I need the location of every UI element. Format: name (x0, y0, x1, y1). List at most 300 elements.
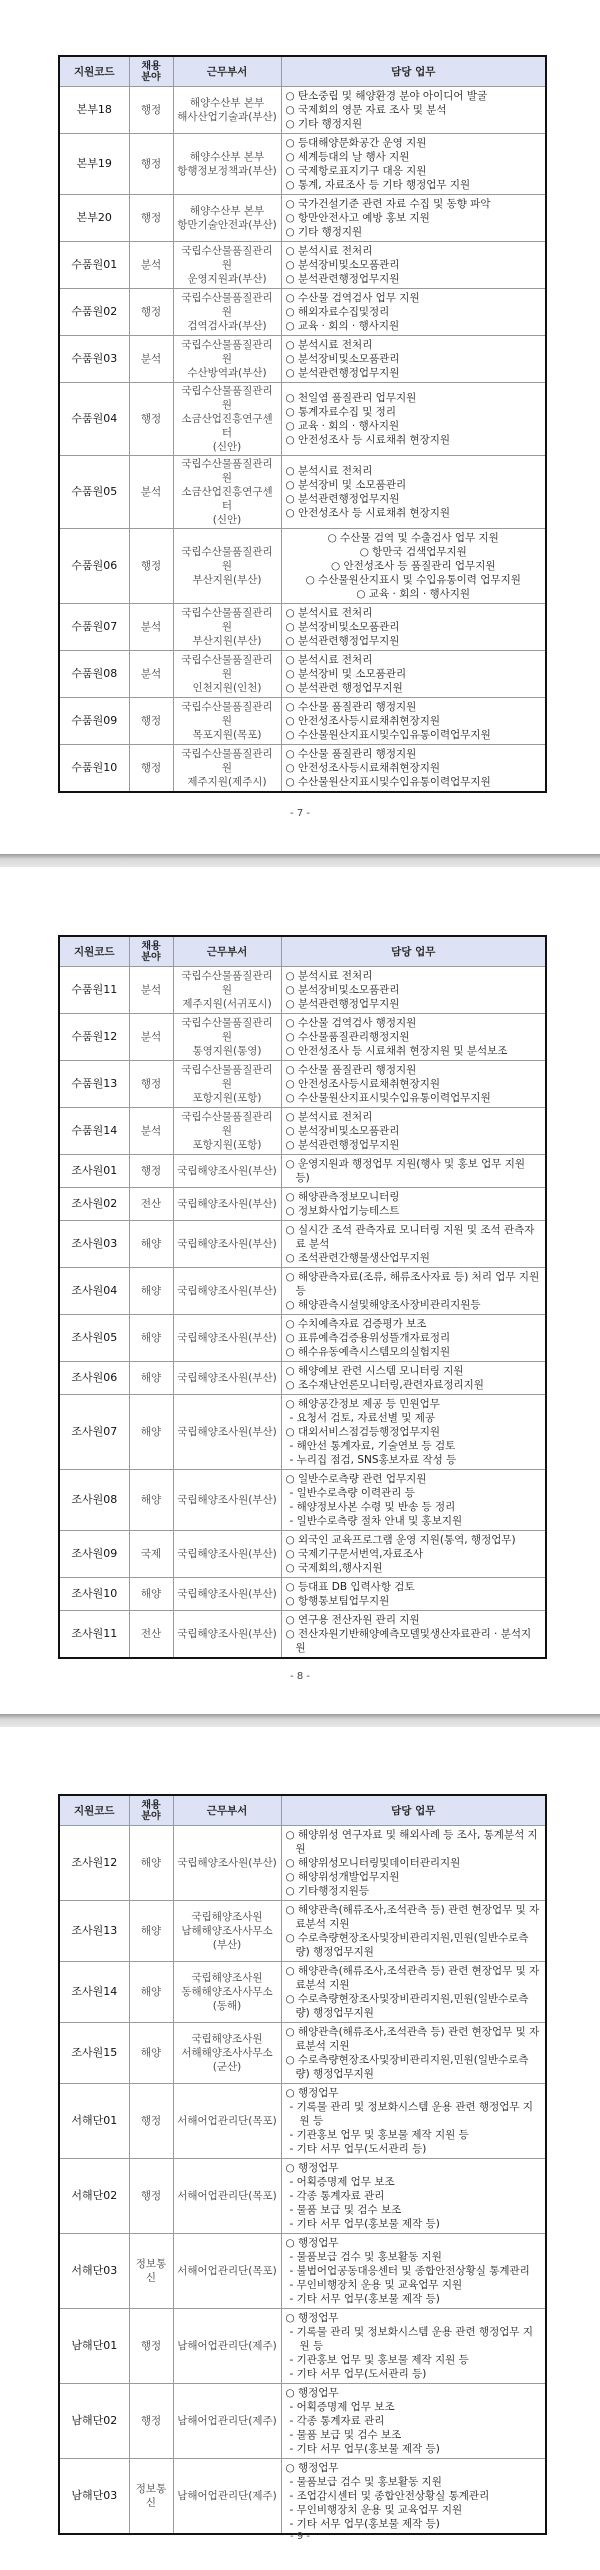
table-row (59, 2309, 546, 2384)
duties (281, 383, 546, 456)
department-line: 국립해양조사원(부산) (177, 1628, 277, 1640)
header-row (59, 936, 546, 967)
job-field: 행정 (129, 2084, 173, 2159)
job-field: 해양 (129, 1395, 173, 1470)
department-line: 국립해양조사원(부산) (177, 1238, 277, 1250)
department-line: 해사산업기술과(부산) (177, 111, 277, 123)
duty-item: ○ 항만국 검색업무지원 (359, 546, 467, 558)
duties (281, 1395, 546, 1470)
duty-item: ○ 해외자료수집및정리 (285, 306, 390, 318)
department-line: 동해해양조사사무소 (181, 1986, 273, 1998)
applicant-code: 남해단01 (59, 2309, 129, 2384)
table-row (59, 87, 546, 134)
duty-item: - 기타 서무 업무(도서관리 등) (289, 2143, 427, 2155)
table-row (59, 336, 546, 383)
duty-item: ○ 안전성조사등시료채취현장지원 (285, 715, 441, 727)
applicant-code: 서해단01 (59, 2084, 129, 2159)
duty-item: ○ 조석관련간행물생산업무지원 (285, 1252, 430, 1264)
duty-item: - 물품보급 검수 및 홍보활동 지원 (289, 2251, 442, 2263)
duty-item: ○ 수산물 품질관리 행정지원 (285, 701, 417, 713)
duty-item: ○ 해양관측시설및해양조사장비관리지원등 (285, 1299, 481, 1311)
job-field: 행정 (129, 383, 173, 456)
work-department (173, 1901, 281, 1962)
job-field: 행정 (129, 289, 173, 336)
table-row (59, 1061, 546, 1108)
applicant-code: 조사원11 (59, 1611, 129, 1659)
duty-item: ○ 기타 행정지원 (285, 226, 363, 238)
header-duty: 담당 업무 (281, 936, 546, 967)
work-department (173, 134, 281, 195)
applicant-code: 수품원13 (59, 1061, 129, 1108)
department-line: 국립해양조사원(부산) (177, 1285, 277, 1297)
job-field: 정보통신 (129, 2459, 173, 2535)
header-code: 지원코드 (59, 56, 129, 87)
duty-item: ○ 등대표 DB 입력사항 검토 (285, 1581, 415, 1593)
applicant-code: 조사원09 (59, 1531, 129, 1578)
duties (281, 1061, 546, 1108)
duty-item: - 어획증명제 업무 보조 (289, 2401, 395, 2413)
applicant-code: 수품원08 (59, 651, 129, 698)
department-line: 해양수산부 본부 (189, 151, 265, 163)
department-line: 항만기술안전과(부산) (177, 219, 277, 231)
duty-item: ○ 분석시료 전처리 (285, 465, 373, 477)
duty-item: - 무인비행장치 운용 및 교육업무 지원 (289, 2279, 463, 2291)
page-separator (0, 1714, 600, 1727)
duty-item: ○ 기타행정지원등 (285, 1885, 370, 1897)
duty-item: ○ 해양위성모니터링및데이터관리지원 (285, 1857, 461, 1869)
duty-item: ○ 천일염 품질관리 업무지원 (285, 392, 417, 404)
applicant-code: 수품원14 (59, 1108, 129, 1155)
duty-item: - 무인비행장치 운용 및 교육업무 지원 (289, 2504, 463, 2516)
table-row (59, 1826, 546, 1901)
duty-item: ○ 수산물 검역검사 업무 지원 (285, 292, 420, 304)
job-field: 행정 (129, 745, 173, 793)
work-department (173, 1395, 281, 1470)
duties (281, 2459, 546, 2535)
work-department (173, 604, 281, 651)
duty-item: ○ 국제항로표지기구 대응 지원 (285, 165, 427, 177)
duty-item: - 해양정보사본 수령 및 반송 등 정리 (289, 1501, 456, 1513)
duty-item: - 불법어업공동대응센터 및 종합안전상황실 통계관리 (289, 2265, 530, 2277)
table-row (59, 2159, 546, 2234)
department-line: 서해해양조사사무소 (181, 2047, 273, 2059)
duties (281, 1188, 546, 1221)
department-line: 서해어업관리단(목포) (177, 2115, 277, 2127)
duty-item: ○ 수산물원산지표시및수입유통이력업무지원 (285, 1092, 491, 1104)
work-department (173, 87, 281, 134)
department-line: 국립수산물품질관리원 (181, 546, 273, 572)
department-line: 국립해양조사원(부산) (177, 1165, 277, 1177)
duty-item: ○ 안전성조사 등 시료채취 현장지원 및 분석보조 (285, 1045, 508, 1057)
job-field: 분석 (129, 456, 173, 529)
table-row (59, 456, 546, 529)
duty-item: ○ 분석장비및소모품관리 (285, 1125, 400, 1137)
duty-item: ○ 분석장비및소모품관리 (285, 259, 400, 271)
duties (281, 1155, 546, 1188)
department-line: 제주지원(제주시) (187, 776, 267, 788)
duties (281, 1901, 546, 1962)
work-department (173, 2084, 281, 2159)
duty-item: - 기록물 관리 및 정보화시스템 운용 관련 행정업무 지원 등 (289, 2326, 533, 2352)
applicant-code: 조사원06 (59, 1362, 129, 1395)
duty-item: ○ 국제기구문서번역,자료조사 (285, 1548, 424, 1560)
duties (281, 1826, 546, 1901)
duties (281, 1315, 546, 1362)
duty-item: ○ 수로측량현장조사및장비관리지원,민원(일반수로측량) 행정업무지원 (285, 2054, 529, 2080)
job-field: 행정 (129, 529, 173, 604)
applicant-code: 수품원09 (59, 698, 129, 745)
work-department (173, 242, 281, 289)
department-line: 국립해양조사원 (191, 2033, 263, 2045)
applicant-code: 조사원05 (59, 1315, 129, 1362)
duty-item: ○ 수산물 품질관리 행정지원 (285, 1064, 417, 1076)
department-line: 국립수산물품질관리원 (181, 1111, 273, 1137)
job-field: 해양 (129, 1221, 173, 1268)
department-line: (군산) (212, 2061, 242, 2073)
job-table (58, 935, 547, 1659)
department-line: 해양수산부 본부 (189, 97, 265, 109)
duty-item: ○ 조수재난언론모니터링,관련자료정리지원 (285, 1379, 484, 1391)
table-row (59, 1578, 546, 1611)
duty-item: ○ 분석관련행정업무지원 (285, 635, 400, 647)
duty-item: ○ 안전성조사등시료채취현장지원 (285, 762, 441, 774)
applicant-code: 서해단03 (59, 2234, 129, 2309)
table-row (59, 1901, 546, 1962)
job-field: 분석 (129, 1014, 173, 1061)
duties (281, 87, 546, 134)
duties (281, 289, 546, 336)
duty-item: - 물품 보급 및 검수 보조 (289, 2204, 402, 2216)
duty-item: ○ 탄소중립 및 해양환경 분야 아이디어 발굴 (285, 90, 488, 102)
header-field-line: 분야 (141, 951, 161, 963)
job-field: 행정 (129, 2384, 173, 2459)
header-field-line: 분야 (141, 71, 161, 83)
department-line: 국립수산물품질관리원 (181, 245, 273, 271)
department-line: 남해해양조사사무소 (181, 1925, 273, 1937)
duty-item: - 기타 서무 업무(홍보물 제작 등) (289, 2443, 440, 2455)
work-department (173, 529, 281, 604)
duty-item: ○ 수산물원산지표시및수입유통이력업무지원 (285, 729, 491, 741)
duty-item: ○ 대외서비스점검등행정업무지원 (285, 1426, 441, 1438)
duties (281, 2159, 546, 2234)
applicant-code: 수품원01 (59, 242, 129, 289)
duty-item: ○ 행정업무 (285, 2387, 339, 2399)
table-row (59, 1362, 546, 1395)
table-row (59, 1221, 546, 1268)
job-field: 정보통신 (129, 2234, 173, 2309)
duty-item: ○ 해양공간정보 제공 등 민원업무 (285, 1398, 440, 1410)
duties (281, 745, 546, 793)
duty-item: ○ 등대해양문화공간 운영 지원 (285, 137, 427, 149)
duty-item: ○ 교육 · 회의 · 행사지원 (285, 320, 400, 332)
job-field: 해양 (129, 1315, 173, 1362)
table-row (59, 1014, 546, 1061)
job-field: 해양 (129, 1268, 173, 1315)
duty-item: ○ 분석시료 전처리 (285, 1111, 373, 1123)
duties (281, 1470, 546, 1531)
duties (281, 456, 546, 529)
work-department (173, 1315, 281, 1362)
job-field: 전산 (129, 1611, 173, 1659)
duty-item: ○ 해수유동예측시스템모의실험지원 (285, 1346, 451, 1358)
job-field: 분석 (129, 336, 173, 383)
duty-item: ○ 분석장비및소모품관리 (285, 984, 400, 996)
table-row (59, 1611, 546, 1659)
table-row (59, 289, 546, 336)
work-department (173, 2159, 281, 2234)
table-row (59, 745, 546, 793)
department-line: 국립해양조사원(부산) (177, 1198, 277, 1210)
department-line: (동해) (212, 2000, 242, 2012)
job-field: 행정 (129, 698, 173, 745)
work-department (173, 456, 281, 529)
table-row (59, 1268, 546, 1315)
duty-item: ○ 분석관련행정업무지원 (285, 367, 400, 379)
duty-item: ○ 행정업무 (285, 2162, 339, 2174)
table-row (59, 242, 546, 289)
department-line: 국립수산물품질관리원 (181, 458, 273, 484)
department-line: 국립해양조사원 (191, 1972, 263, 1984)
applicant-code: 조사원10 (59, 1578, 129, 1611)
duty-item: ○ 항만안전사고 예방 홍보 지원 (285, 212, 430, 224)
work-department (173, 698, 281, 745)
applicant-code: 조사원01 (59, 1155, 129, 1188)
table-row (59, 195, 546, 242)
duty-item: - 해안선 통계자료, 기술연보 등 검토 (289, 1440, 456, 1452)
duty-item: ○ 해양관측정보모니터링 (285, 1191, 400, 1203)
work-department (173, 195, 281, 242)
duty-item: ○ 안전성조사 등 시료채취 현장지원 (285, 507, 451, 519)
work-department (173, 2459, 281, 2535)
department-line: 국립수산물품질관리원 (181, 748, 273, 774)
applicant-code: 수품원06 (59, 529, 129, 604)
applicant-code: 조사원14 (59, 1962, 129, 2023)
work-department (173, 2384, 281, 2459)
duties (281, 967, 546, 1014)
department-line: 국립수산물품질관리원 (181, 970, 273, 996)
work-department (173, 2023, 281, 2084)
duty-item: ○ 분석시료 전처리 (285, 654, 373, 666)
header-field-line: 채용 (141, 940, 161, 952)
duties (281, 1962, 546, 2023)
table-row (59, 1470, 546, 1531)
duties (281, 336, 546, 383)
header-dept: 근무부서 (173, 1795, 281, 1826)
job-field: 행정 (129, 2309, 173, 2384)
job-field: 전산 (129, 1188, 173, 1221)
duty-item: ○ 통계자료수집 및 정리 (285, 406, 396, 418)
duties (281, 242, 546, 289)
duty-item: ○ 실시간 조석 관측자료 모니터링 지원 및 조석 관측자료 분석 (285, 1224, 535, 1250)
work-department (173, 2234, 281, 2309)
duty-item: - 일반수로측량 절차 안내 및 홍보지원 (289, 1515, 463, 1527)
department-line: 부산지원(부산) (192, 574, 262, 586)
work-department (173, 1268, 281, 1315)
duties (281, 529, 546, 604)
applicant-code: 조사원02 (59, 1188, 129, 1221)
job-field: 분석 (129, 651, 173, 698)
work-department (173, 1578, 281, 1611)
department-line: 항행정보정책과(부산) (177, 165, 277, 177)
job-field: 행정 (129, 1061, 173, 1108)
department-line: 제주지원(서귀포시) (182, 998, 272, 1010)
duty-item: ○ 기타 행정지원 (285, 118, 363, 130)
work-department (173, 1061, 281, 1108)
page-number: - 7 - (290, 808, 310, 819)
duty-item: ○ 분석시료 전처리 (285, 245, 373, 257)
table-row (59, 2459, 546, 2535)
table-row (59, 1108, 546, 1155)
department-line: 부산지원(부산) (192, 635, 262, 647)
table-row (59, 1315, 546, 1362)
table-row (59, 1962, 546, 2023)
job-field: 해양 (129, 1901, 173, 1962)
work-department (173, 1014, 281, 1061)
applicant-code: 수품원03 (59, 336, 129, 383)
duties (281, 1362, 546, 1395)
job-field: 해양 (129, 1362, 173, 1395)
department-line: 포항지원(포항) (192, 1092, 262, 1104)
duty-item: - 조업감시센터 및 종합안전상황실 통계관리 (289, 2490, 490, 2502)
department-line: 국립수산물품질관리원 (181, 701, 273, 727)
department-line: 국립수산물품질관리원 (181, 1064, 273, 1090)
job-field: 분석 (129, 604, 173, 651)
duties (281, 604, 546, 651)
header-code: 지원코드 (59, 936, 129, 967)
work-department (173, 289, 281, 336)
duty-item: ○ 분석관련 행정업무지원 (285, 682, 403, 694)
job-field: 분석 (129, 967, 173, 1014)
duty-item: ○ 분석관련행정업무지원 (285, 1139, 400, 1151)
work-department (173, 1155, 281, 1188)
table-row (59, 2023, 546, 2084)
department-line: 국립수산물품질관리원 (181, 654, 273, 680)
duty-item: ○ 수로측량현장조사및장비관리지원,민원(일반수로측량) 행정업무지원 (285, 1932, 529, 1958)
work-department (173, 383, 281, 456)
department-line: 해양수산부 본부 (189, 205, 265, 217)
duty-item: ○ 해양예보 관련 시스템 모니터링 지원 (285, 1365, 464, 1377)
table-row (59, 2384, 546, 2459)
applicant-code: 본부20 (59, 195, 129, 242)
duties (281, 1268, 546, 1315)
page-8 (0, 867, 600, 1714)
applicant-code: 조사원04 (59, 1268, 129, 1315)
applicant-code: 수품원04 (59, 383, 129, 456)
duty-item: ○ 수산물원산지표시및수입유통이력업무지원 (285, 776, 491, 788)
job-table (58, 55, 547, 793)
header-field (129, 1795, 173, 1826)
duty-item: ○ 세계등대의 날 행사 지원 (285, 151, 410, 163)
duty-item: ○ 분석장비및소모품관리 (285, 353, 400, 365)
page-number: - 9 - (290, 2531, 310, 2542)
table-row (59, 134, 546, 195)
duty-item: - 각종 통계자료 관리 (289, 2190, 385, 2202)
job-field: 국제 (129, 1531, 173, 1578)
department-line: 국립해양조사원(부산) (177, 1332, 277, 1344)
duty-item: ○ 해양관측(해류조사,조석관측 등) 관련 현장업무 및 자료분석 지원 (285, 2026, 540, 2052)
department-line: 수산방역과(부산) (187, 367, 267, 379)
duty-item: ○ 수로측량현장조사및장비관리지원,민원(일반수로측량) 행정업무지원 (285, 1993, 529, 2019)
duty-item: - 누리집 점검, SNS홍보자료 작성 등 (289, 1454, 457, 1466)
duty-item: ○ 행정업무 (285, 2312, 339, 2324)
duty-item: - 물품보급 검수 및 홍보활동 지원 (289, 2476, 442, 2488)
applicant-code: 서해단02 (59, 2159, 129, 2234)
table-row (59, 383, 546, 456)
duty-item: - 어획증명제 업무 보조 (289, 2176, 395, 2188)
duties (281, 1221, 546, 1268)
applicant-code: 수품원05 (59, 456, 129, 529)
job-field: 해양 (129, 1470, 173, 1531)
duty-item: ○ 연구용 전산자원 관리 지원 (285, 1614, 420, 1626)
duties (281, 2384, 546, 2459)
duties (281, 1611, 546, 1659)
work-department (173, 1826, 281, 1901)
applicant-code: 조사원12 (59, 1826, 129, 1901)
applicant-code: 본부19 (59, 134, 129, 195)
department-line: 국립해양조사원(부산) (177, 1426, 277, 1438)
department-line: 소금산업진흥연구센터 (181, 413, 273, 439)
duty-item: ○ 분석관련행정업무지원 (285, 493, 400, 505)
page-9 (0, 1727, 600, 2570)
department-line: 통영지원(통영) (192, 1045, 262, 1057)
department-line: 남해어업관리단(제주) (177, 2415, 277, 2427)
duties (281, 2309, 546, 2384)
duty-item: - 기관홍보 업무 및 홍보물 제작 지원 등 (289, 2129, 469, 2141)
duty-item: ○ 안전성조사 등 품질관리 업무지원 (330, 560, 496, 572)
work-department (173, 1531, 281, 1578)
duty-item: - 각종 통계자료 관리 (289, 2415, 385, 2427)
page-7 (0, 0, 600, 854)
duty-item: ○ 해양관측자료(조류, 해류조사자료 등) 처리 업무 지원 등 (285, 1271, 540, 1297)
table-row (59, 967, 546, 1014)
job-table (58, 1794, 547, 2535)
duty-item: ○ 국가건설기준 관련 자료 수집 및 동향 파악 (285, 198, 491, 210)
duty-item: ○ 행정업무 (285, 2462, 339, 2474)
duty-item: ○ 수산물원산지표시 및 수입유통이력 업무지원 (305, 574, 521, 586)
duty-item: - 기관홍보 업무 및 홍보물 제작 지원 등 (289, 2354, 469, 2366)
duty-item: ○ 수산물 검역 및 수출검사 업무 지원 (327, 532, 499, 544)
department-line: 소금산업진흥연구센터 (181, 486, 273, 512)
applicant-code: 수품원12 (59, 1014, 129, 1061)
duties (281, 1014, 546, 1061)
work-department (173, 967, 281, 1014)
duty-item: ○ 분석관련행정업무지원 (285, 273, 400, 285)
job-field: 행정 (129, 195, 173, 242)
applicant-code: 조사원03 (59, 1221, 129, 1268)
job-field: 행정 (129, 2159, 173, 2234)
duties (281, 651, 546, 698)
table-row (59, 1188, 546, 1221)
duties (281, 2084, 546, 2159)
duty-item: ○ 외국인 교육프로그램 운영 지원(통역, 행정업무) (285, 1534, 516, 1546)
duty-item: ○ 분석장비 및 소모품관리 (285, 479, 407, 491)
department-line: 국립수산물품질관리원 (181, 1017, 273, 1043)
department-line: (부산) (212, 1939, 242, 1951)
department-line: (신안) (212, 441, 242, 453)
duty-item: ○ 분석시료 전처리 (285, 970, 373, 982)
table-row (59, 651, 546, 698)
duty-item: ○ 해양관측(해류조사,조석관측 등) 관련 현장업무 및 자료분석 지원 (285, 1965, 540, 1991)
department-line: 운영지원과(부산) (187, 273, 267, 285)
table-row (59, 698, 546, 745)
department-line: 국립해양조사원(부산) (177, 1548, 277, 1560)
header-field-line: 채용 (141, 60, 161, 72)
applicant-code: 수품원11 (59, 967, 129, 1014)
job-field: 해양 (129, 1826, 173, 1901)
duty-item: ○ 분석관련행정업무지원 (285, 998, 400, 1010)
work-department (173, 1188, 281, 1221)
duty-item: ○ 수산물 품질관리 행정지원 (285, 748, 417, 760)
